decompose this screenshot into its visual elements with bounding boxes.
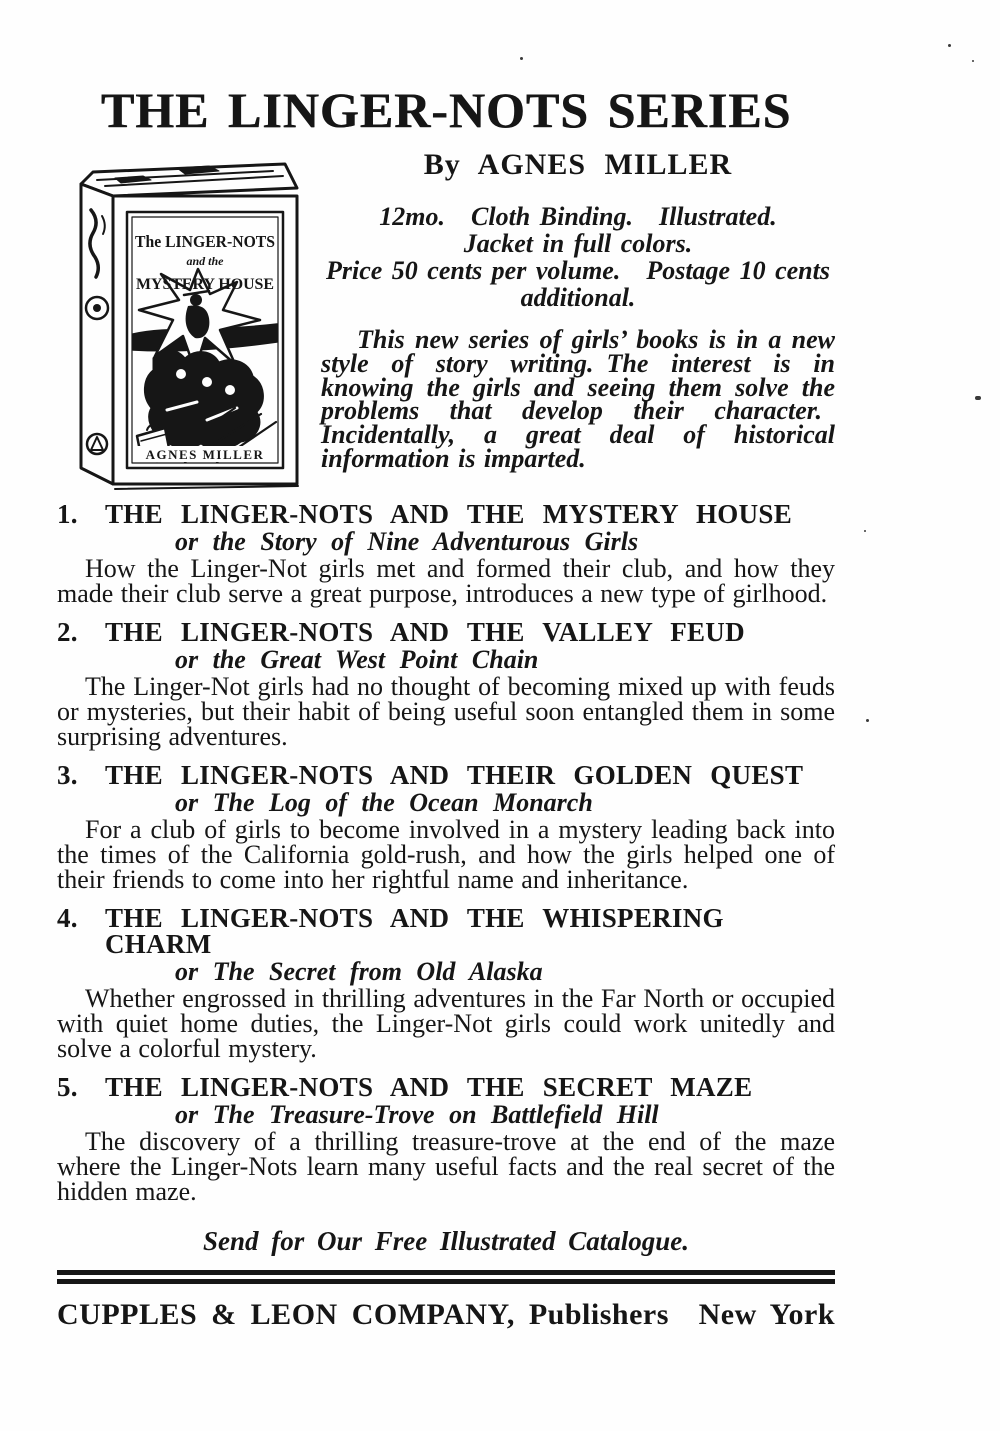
book-subtitle: or The Log of the Ocean Monarch: [175, 788, 593, 817]
book-subtitle: or The Treasure-Trove on Battlefield Hill: [175, 1100, 659, 1129]
cover-title-line1: The LINGER-NOTS: [135, 232, 275, 251]
book-cover-illustration: [57, 148, 319, 493]
book-title-text: THE LINGER-NOTS AND THE WHISPERING CHARM: [105, 903, 724, 959]
publisher-name: CUPPLES & LEON COMPANY, Publishers: [57, 1298, 669, 1331]
publisher-footer: [57, 1299, 835, 1331]
page-content: [57, 84, 835, 1331]
scan-speck: [864, 530, 866, 532]
book-title: [57, 1074, 835, 1100]
book-description: The discovery of a thrilling treasure-trove at the end of the maze where the Linger-Nots learn many useful facts and the real secret of the hidden maze.: [57, 1127, 835, 1206]
book-description: Whether engrossed in thrilling adventures in the Far North or occupied with quiet home duties, the Linger-Not girls could work unitedly and solve a colorful mystery.: [57, 984, 835, 1063]
book-subtitle: or The Secret from Old Alaska: [175, 957, 543, 986]
book-title: [57, 905, 745, 957]
book-number: 1.: [57, 499, 78, 529]
book-entry-1: [57, 501, 835, 606]
scan-speck: [948, 44, 951, 47]
book-title-text: THE LINGER-NOTS AND THE SECRET MAZE: [105, 1072, 753, 1102]
book-description: How the Linger-Not girls met and formed their club, and how they made their club serve a great purpose, introduces a new type of girlhood.: [57, 554, 835, 608]
page-title: THE LINGER-NOTS SERIES: [100, 82, 792, 138]
publisher-city: New York: [698, 1298, 835, 1331]
scan-speck: [972, 60, 974, 62]
edition-line-4: additional.: [520, 283, 636, 312]
book-number: 4.: [57, 903, 78, 933]
book-title-text: THE LINGER-NOTS AND THE MYSTERY HOUSE: [105, 499, 793, 529]
byline: By AGNES MILLER: [423, 148, 733, 181]
scan-speck: [975, 396, 981, 400]
book-title: [57, 762, 835, 788]
divider-rule: [57, 1270, 835, 1284]
edition-info: [321, 203, 835, 311]
book-number: 2.: [57, 617, 78, 647]
book-title-text: THE LINGER-NOTS AND THEIR GOLDEN QUEST: [105, 760, 804, 790]
book-title: [57, 619, 835, 645]
book-entry-3: [57, 762, 835, 892]
edition-line-1: 12mo. Cloth Binding. Illustrated.: [379, 202, 777, 231]
book-subtitle: or the Great West Point Chain: [175, 645, 539, 674]
cover-title-line2: and the: [186, 254, 224, 268]
book-number: 3.: [57, 760, 78, 790]
catalogue-note: Send for Our Free Illustrated Catalogue.: [202, 1226, 690, 1256]
edition-line-3: Price 50 cents per volume. Postage 10 cents: [326, 256, 830, 285]
cover-author: AGNES MILLER: [145, 447, 265, 462]
scan-speck: [520, 57, 523, 60]
header-right-column: [319, 148, 835, 493]
book-entry-4: [57, 905, 835, 1061]
book-description: The Linger-Not girls had no thought of becoming mixed up with feuds or mysteries, but their habit of being useful soon entangled them in some surprising adventures.: [57, 672, 835, 751]
book-entry-5: [57, 1074, 835, 1204]
edition-line-2: Jacket in full colors.: [463, 229, 693, 258]
book-description: For a club of girls to become involved in a mystery leading back into the times of the California gold-rush, and how the girls helped one of their friends to come into her rightful name and inheritance.: [57, 815, 835, 894]
header-section: [57, 148, 835, 493]
book-entry-2: [57, 619, 835, 749]
book-cover-drawing: [57, 148, 319, 493]
book-subtitle: or the Story of Nine Adventurous Girls: [175, 527, 639, 556]
book-title: [57, 501, 835, 527]
intro-paragraph: This new series of girls’ books is in a new style of story writing. The interest is in knowing the girls and seeing them solve the problems that develop their character. Incidentally, a great deal of historical information is imparted.: [321, 325, 835, 473]
book-title-text: THE LINGER-NOTS AND THE VALLEY FEUD: [105, 617, 745, 647]
book-number: 5.: [57, 1072, 78, 1102]
scan-speck: [866, 719, 869, 722]
cover-title-line3: MYSTERY HOUSE: [136, 276, 274, 293]
